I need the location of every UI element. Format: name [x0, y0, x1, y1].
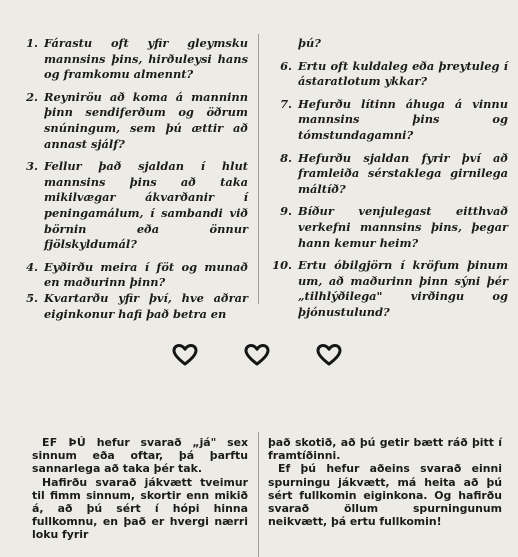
column-divider-bottom — [258, 432, 259, 557]
questions-right-column — [268, 36, 508, 328]
question-text: Fárastu oft yfir gleymsku mannsins þins, hirðuleysi hans og framkomu almennt? — [44, 36, 248, 82]
answer-paragraph: Hafirðu svarað jákvætt tveimur til fimm sinnum, skortir enn mikið á, að þú sért í hópi hinna fullkomnu, en það er hvergi nærri loku fyrir — [32, 475, 248, 542]
answer-paragraph: Ef þú hefur aðeins svarað einni spurningu jákvætt, má heita að þú sért fullkomin eiginkona. Og hafirðu svarað öllum spurningunum neikvætt, þá ertu fullkomin! — [268, 462, 502, 529]
question-text: Fellur það sjaldan í hlut mannsins þins að taka mikilvægar ákvarðanir í peningamálum, í sambandi við börnin eða önnur fjölskyldumál? — [44, 159, 248, 252]
question-item — [268, 151, 508, 198]
question-continuation — [268, 36, 508, 52]
questions-left-column — [14, 36, 248, 329]
question-number: 4. — [26, 259, 38, 274]
question-text: Reyniröu að koma á manninn þinn sendiferðum og öðrum snúningum, sem þú ættir að annast sjálf? — [44, 89, 248, 151]
question-text: Hefurðu sjaldan fyrir því að framleiða sérstaklega girnilega máltíð? — [298, 150, 508, 196]
question-number: 10. — [272, 258, 292, 273]
answer-paragraph: það skotið, að þú getir bætt ráð þitt í framtíðinni. — [268, 436, 502, 463]
heart-icon — [316, 343, 342, 367]
question-text: Ertu oft kuldaleg eða þreytuleg í ástaratlotum ykkar? — [298, 58, 508, 89]
question-item — [268, 59, 508, 90]
question-number: 9. — [280, 204, 292, 219]
question-text: þú? — [298, 36, 321, 50]
question-item — [14, 291, 248, 322]
question-item — [268, 204, 508, 251]
question-item — [14, 90, 248, 152]
answer-right-column — [268, 436, 502, 528]
question-number: 3. — [26, 159, 38, 174]
question-text: Hefurðu lítinn áhuga á vinnu mannsins þins og tómstundagamni? — [298, 96, 508, 142]
question-text: Kvartarðu yfir því, hve aðrar eiginkonur hafi það betra en — [44, 290, 248, 321]
question-item — [268, 258, 508, 320]
question-number: 8. — [280, 150, 292, 165]
question-number: 5. — [26, 290, 38, 305]
question-text: Eyðirðu meira í föt og munað en maðurinn þinn? — [44, 259, 248, 290]
question-number: 1. — [26, 36, 38, 50]
question-item — [268, 97, 508, 144]
question-number: 7. — [280, 96, 292, 111]
question-item — [14, 260, 248, 291]
answer-left-column — [32, 436, 248, 542]
heart-icon — [172, 343, 198, 367]
answer-lead: EF ÞÚ — [42, 436, 87, 449]
heart-icon — [244, 343, 270, 367]
question-text: Ertu óbilgjörn í kröfum þinum um, að maðurinn þinn sýni þér „tilhlýðilega" virðingu og þjónustulund? — [298, 258, 508, 319]
question-text: Bíður venjulegast eitthvað verkefni mannsins þins, þegar hann kemur heim? — [298, 204, 508, 250]
hearts-divider — [172, 340, 342, 370]
question-item — [14, 159, 248, 253]
question-number: 2. — [26, 89, 38, 104]
question-item — [14, 36, 248, 83]
answer-text: hefur svarað „já" sex sinnum eða oftar, þá þarftu sannarlega að taka þér tak. — [32, 436, 248, 476]
answer-paragraph — [32, 436, 248, 476]
column-divider — [258, 34, 259, 304]
question-number: 6. — [280, 58, 292, 73]
